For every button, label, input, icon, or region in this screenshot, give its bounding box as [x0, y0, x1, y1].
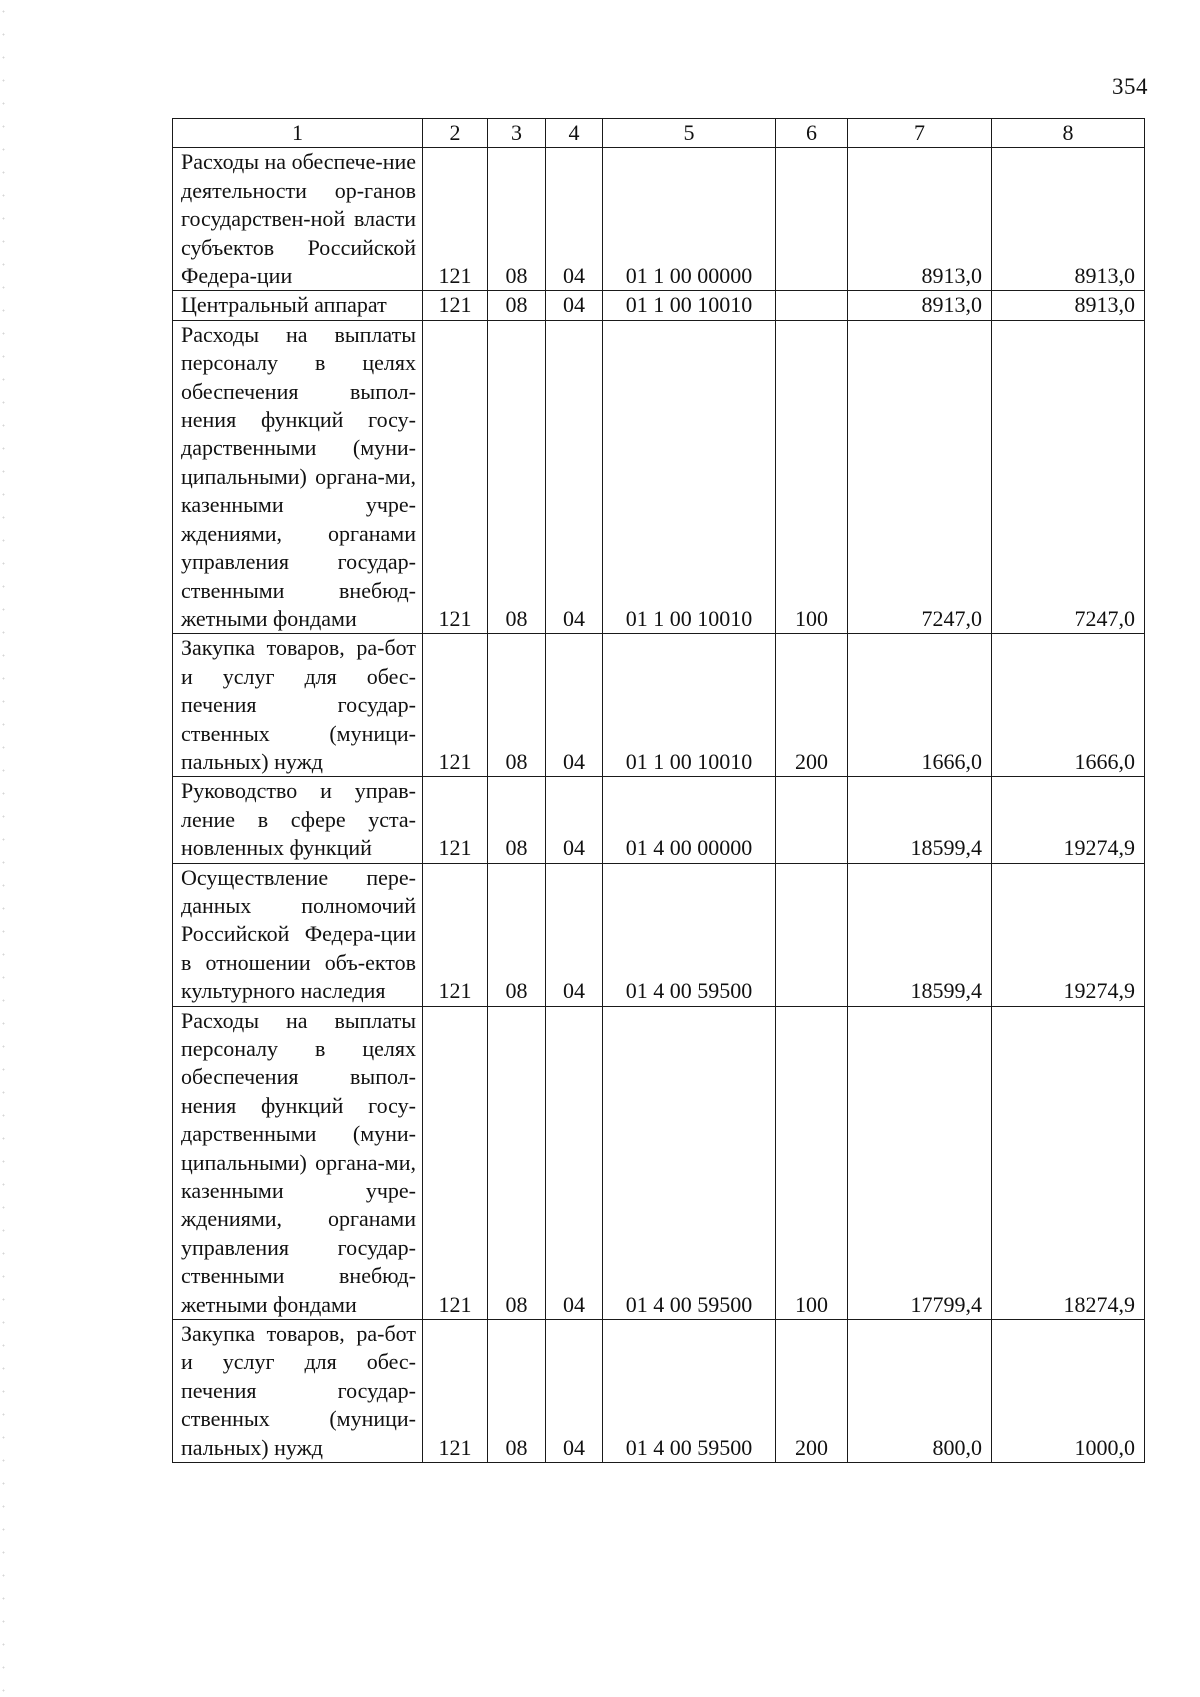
ministry-code-cell: 121 — [423, 1006, 488, 1319]
amount-year-1-cell: 8913,0 — [848, 148, 992, 291]
scan-margin-dots — [2, 0, 5, 1697]
table-row — [173, 320, 1145, 633]
target-article-cell: 01 1 00 10010 — [603, 320, 776, 633]
expense-name-cell: Руководство и управ-ление в сфере уста-новленных функций — [173, 777, 423, 863]
subsection-code-cell: 04 — [546, 634, 603, 777]
expense-name-cell: Закупка товаров, ра-бот и услуг для обес-печения государ-ственных (муници-пальных) нужд — [173, 634, 423, 777]
section-code-cell: 08 — [488, 1320, 546, 1463]
ministry-code-cell: 121 — [423, 634, 488, 777]
target-article-cell: 01 4 00 59500 — [603, 1006, 776, 1319]
subsection-code-cell: 04 — [546, 777, 603, 863]
column-header: 3 — [488, 119, 546, 148]
amount-year-2-cell: 7247,0 — [992, 320, 1145, 633]
expense-name-cell: Расходы на обеспече-ние деятельности ор-ганов государствен-ной власти субъектов Российской Федера-ции — [173, 148, 423, 291]
amount-year-1-cell: 1666,0 — [848, 634, 992, 777]
table-row — [173, 863, 1145, 1006]
table-header-row — [173, 119, 1145, 148]
page-number: 354 — [1112, 74, 1148, 99]
column-header: 5 — [603, 119, 776, 148]
subsection-code-cell: 04 — [546, 1006, 603, 1319]
column-header: 8 — [992, 119, 1145, 148]
column-header: 2 — [423, 119, 488, 148]
section-code-cell: 08 — [488, 777, 546, 863]
amount-year-1-cell: 18599,4 — [848, 863, 992, 1006]
expense-type-cell — [776, 863, 848, 1006]
ministry-code-cell: 121 — [423, 291, 488, 320]
table-row — [173, 634, 1145, 777]
target-article-cell: 01 1 00 00000 — [603, 148, 776, 291]
amount-year-2-cell: 1666,0 — [992, 634, 1145, 777]
section-code-cell: 08 — [488, 634, 546, 777]
subsection-code-cell: 04 — [546, 863, 603, 1006]
expense-name-cell: Расходы на выплаты персоналу в целях обеспечения выпол-нения функций госу-дарственными (муни-ципальными) органа-ми, казенными учре-ждениями, органами управления государ-ственными внебюд-жетными фондами — [173, 320, 423, 633]
ministry-code-cell: 121 — [423, 1320, 488, 1463]
amount-year-2-cell: 18274,9 — [992, 1006, 1145, 1319]
subsection-code-cell: 04 — [546, 1320, 603, 1463]
amount-year-1-cell: 8913,0 — [848, 291, 992, 320]
subsection-code-cell: 04 — [546, 291, 603, 320]
budget-table — [172, 118, 1145, 1463]
expense-type-cell: 100 — [776, 1006, 848, 1319]
column-header: 4 — [546, 119, 603, 148]
section-code-cell: 08 — [488, 291, 546, 320]
amount-year-1-cell: 800,0 — [848, 1320, 992, 1463]
target-article-cell: 01 4 00 00000 — [603, 777, 776, 863]
ministry-code-cell: 121 — [423, 777, 488, 863]
section-code-cell: 08 — [488, 863, 546, 1006]
amount-year-1-cell: 7247,0 — [848, 320, 992, 633]
expense-name-cell: Закупка товаров, ра-бот и услуг для обес-печения государ-ственных (муници-пальных) нужд — [173, 1320, 423, 1463]
table-row — [173, 1320, 1145, 1463]
table-row — [173, 777, 1145, 863]
amount-year-2-cell: 8913,0 — [992, 291, 1145, 320]
amount-year-1-cell: 18599,4 — [848, 777, 992, 863]
amount-year-2-cell: 19274,9 — [992, 863, 1145, 1006]
amount-year-1-cell: 17799,4 — [848, 1006, 992, 1319]
expense-type-cell: 200 — [776, 1320, 848, 1463]
amount-year-2-cell: 1000,0 — [992, 1320, 1145, 1463]
expense-name-cell: Осуществление пере-данных полномочий Российской Федера-ции в отношении объ-ектов культурного наследия — [173, 863, 423, 1006]
expense-type-cell — [776, 148, 848, 291]
ministry-code-cell: 121 — [423, 320, 488, 633]
column-header: 1 — [173, 119, 423, 148]
amount-year-2-cell: 19274,9 — [992, 777, 1145, 863]
column-header: 7 — [848, 119, 992, 148]
expense-name-cell: Расходы на выплаты персоналу в целях обеспечения выпол-нения функций госу-дарственными (муни-ципальными) органа-ми, казенными учре-ждениями, органами управления государ-ственными внебюд-жетными фондами — [173, 1006, 423, 1319]
column-header: 6 — [776, 119, 848, 148]
ministry-code-cell: 121 — [423, 863, 488, 1006]
table-row — [173, 1006, 1145, 1319]
table-row — [173, 291, 1145, 320]
target-article-cell: 01 1 00 10010 — [603, 291, 776, 320]
expense-name-cell: Центральный аппарат — [173, 291, 423, 320]
target-article-cell: 01 4 00 59500 — [603, 863, 776, 1006]
target-article-cell: 01 4 00 59500 — [603, 1320, 776, 1463]
expense-type-cell — [776, 291, 848, 320]
table-row — [173, 148, 1145, 291]
amount-year-2-cell: 8913,0 — [992, 148, 1145, 291]
expense-type-cell: 200 — [776, 634, 848, 777]
ministry-code-cell: 121 — [423, 148, 488, 291]
expense-type-cell — [776, 777, 848, 863]
expense-type-cell: 100 — [776, 320, 848, 633]
subsection-code-cell: 04 — [546, 148, 603, 291]
section-code-cell: 08 — [488, 320, 546, 633]
target-article-cell: 01 1 00 10010 — [603, 634, 776, 777]
section-code-cell: 08 — [488, 1006, 546, 1319]
subsection-code-cell: 04 — [546, 320, 603, 633]
section-code-cell: 08 — [488, 148, 546, 291]
